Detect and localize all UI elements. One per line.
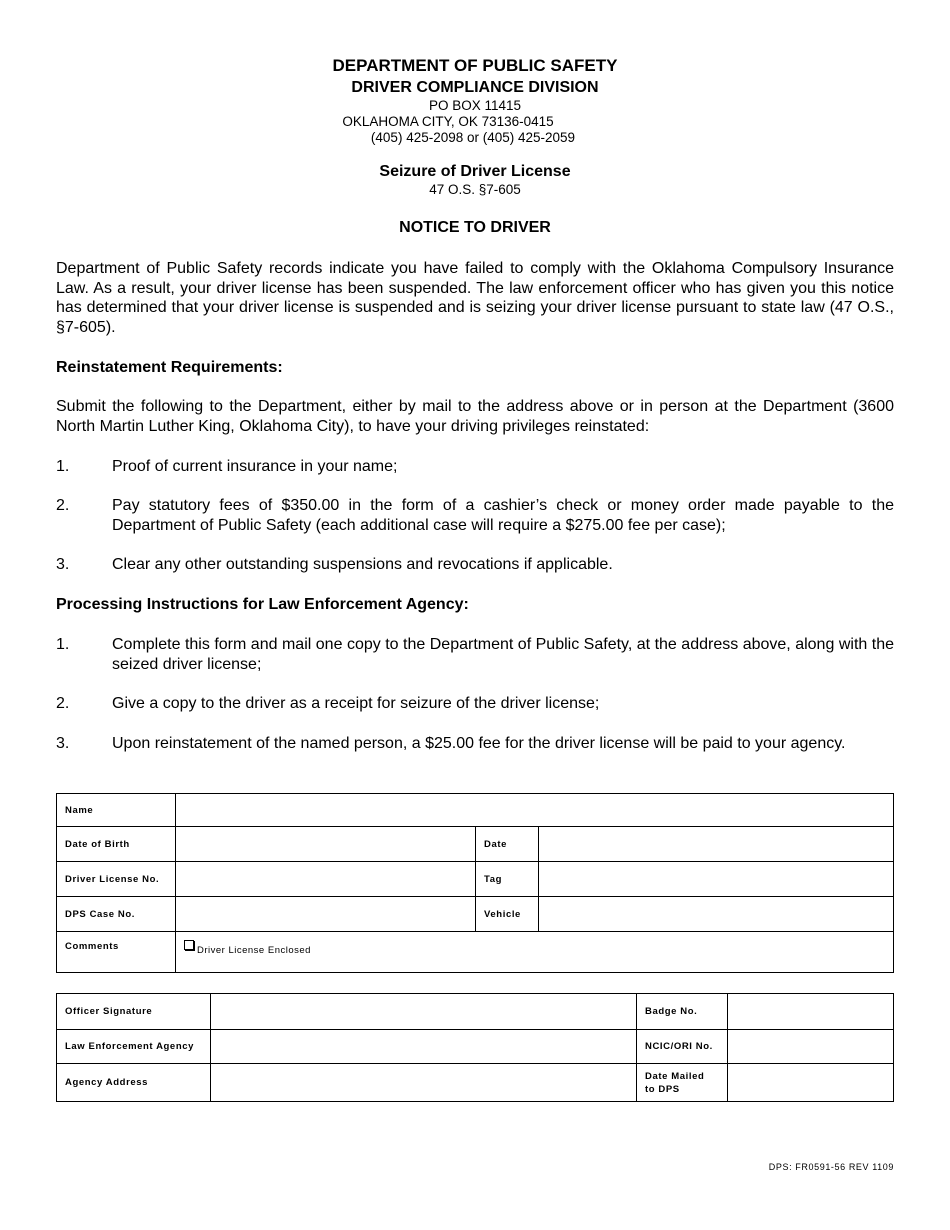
badge-field[interactable] (728, 994, 894, 1030)
list-item (56, 496, 894, 535)
phone-line: (405) 425-2098 or (405) 425-2059 (370, 130, 576, 145)
division-title: DRIVER COMPLIANCE DIVISION (351, 79, 599, 96)
signature-label: Officer Signature (57, 994, 211, 1030)
list-text: Give a copy to the driver as a receipt for seizure of the driver license; (112, 695, 600, 712)
list-item (56, 635, 894, 674)
form-title: Seizure of Driver License (379, 163, 571, 180)
list-number: 3. (56, 556, 70, 573)
po-box: PO BOX 11415 (428, 98, 522, 113)
vehicle-field[interactable] (539, 897, 894, 932)
list-number: 2. (56, 497, 70, 514)
name-field[interactable] (176, 794, 894, 827)
dob-label: Date of Birth (57, 827, 176, 862)
list-text: Upon reinstatement of the named person, a $25.00 fee for the driver license will be paid to your agency. (112, 735, 846, 752)
tag-label: Tag (476, 862, 539, 897)
license-enclosed-checkbox[interactable] (184, 940, 194, 950)
processing-heading: Processing Instructions for Law Enforcement Agency: (56, 596, 469, 613)
license-no-label: Driver License No. (57, 862, 176, 897)
comments-label: Comments (57, 932, 176, 973)
list-text: Pay statutory fees of $350.00 in the form of a cashier’s check or money order made payable to the Department of Public Safety (each additional case will require a $275.00 fee per case); (112, 497, 894, 534)
list-number: 3. (56, 735, 70, 752)
agency-address-field[interactable] (211, 1064, 637, 1102)
agency-field[interactable] (211, 1030, 637, 1064)
agency-address-label: Agency Address (57, 1064, 211, 1102)
list-item (56, 694, 894, 714)
list-number: 1. (56, 636, 70, 653)
date-field[interactable] (539, 827, 894, 862)
driver-info-form (56, 793, 894, 973)
list-text: Complete this form and mail one copy to the Department of Public Safety, at the address above, along with the seized driver license; (112, 636, 894, 673)
dob-field[interactable] (176, 827, 476, 862)
intro-paragraph: Department of Public Safety records indicate you have failed to comply with the Oklahoma Compulsory Insurance Law. As a result, your driver license has been suspended. The law enforcement officer who has given you this notice has determined that your driver license is suspended and is seizing your driver license pursuant to state law (47 O.S., §7-605). (56, 260, 894, 336)
reinstatement-intro: Submit the following to the Department, either by mail to the address above or in person at the Department (3600 North Martin Luther King, Oklahoma City), to have your driving privileges reinstated: (56, 398, 894, 435)
name-label: Name (57, 794, 176, 827)
case-no-field[interactable] (176, 897, 476, 932)
ncic-field[interactable] (728, 1030, 894, 1064)
reinstatement-heading: Reinstatement Requirements: (56, 359, 283, 376)
case-no-label: DPS Case No. (57, 897, 176, 932)
department-title: DEPARTMENT OF PUBLIC SAFETY (332, 56, 618, 75)
officer-info-form (56, 993, 894, 1102)
list-number: 1. (56, 458, 70, 475)
statute-ref: 47 O.S. §7-605 (429, 182, 521, 197)
notice-heading: NOTICE TO DRIVER (399, 219, 551, 236)
date-mailed-line2: to DPS (645, 1083, 680, 1095)
badge-label: Badge No. (637, 994, 728, 1030)
date-mailed-label (637, 1064, 728, 1102)
license-enclosed-label: Driver License Enclosed (197, 945, 311, 956)
list-item (56, 555, 894, 575)
list-item (56, 457, 894, 477)
comments-field[interactable] (176, 932, 894, 973)
city-line: OKLAHOMA CITY, OK 73136-0415 (342, 114, 554, 129)
ncic-label: NCIC/ORI No. (637, 1030, 728, 1064)
form-number: DPS: FR0591-56 REV 1109 (768, 1162, 894, 1172)
list-text: Clear any other outstanding suspensions and revocations if applicable. (112, 556, 613, 573)
list-item (56, 734, 894, 754)
date-label: Date (476, 827, 539, 862)
tag-field[interactable] (539, 862, 894, 897)
signature-field[interactable] (211, 994, 637, 1030)
license-no-field[interactable] (176, 862, 476, 897)
date-mailed-field[interactable] (728, 1064, 894, 1102)
vehicle-label: Vehicle (476, 897, 539, 932)
agency-label: Law Enforcement Agency (57, 1030, 211, 1064)
date-mailed-line1: Date Mailed (645, 1070, 705, 1082)
list-number: 2. (56, 695, 70, 712)
list-text: Proof of current insurance in your name; (112, 458, 398, 475)
